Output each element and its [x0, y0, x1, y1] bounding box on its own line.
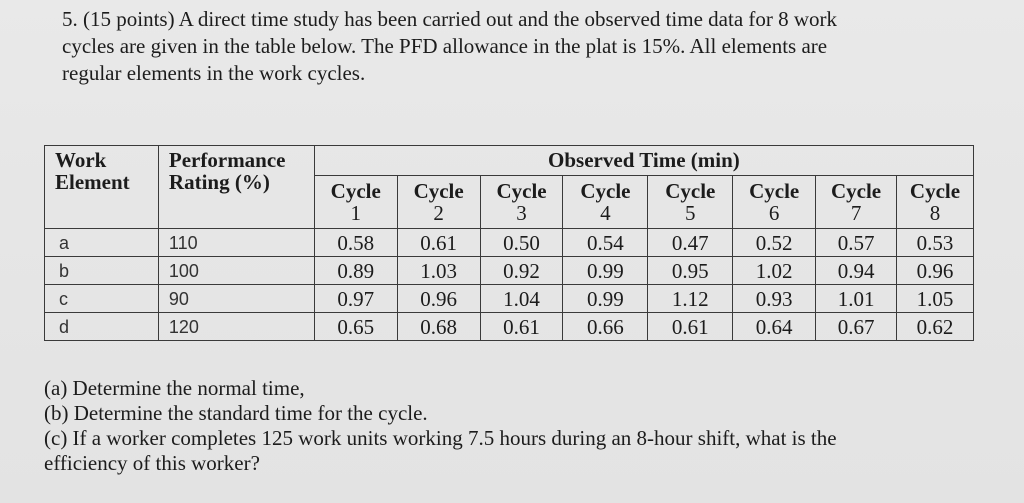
time-value: 1.04	[480, 285, 563, 313]
cycle-header	[733, 176, 816, 229]
time-value: 0.94	[816, 257, 897, 285]
time-value: 0.95	[648, 257, 733, 285]
time-value: 0.66	[563, 313, 648, 341]
time-value: 0.54	[563, 229, 648, 257]
element-label: a	[45, 229, 159, 257]
cycle-number: 4	[600, 201, 611, 225]
rating-value: 110	[158, 229, 314, 257]
cycle-header	[397, 176, 480, 229]
time-value: 0.57	[816, 229, 897, 257]
time-value: 0.93	[733, 285, 816, 313]
time-value: 0.64	[733, 313, 816, 341]
time-value: 0.62	[897, 313, 974, 341]
problem-statement	[62, 6, 962, 87]
question-a: (a) Determine the normal time,	[44, 376, 305, 400]
time-value: 0.68	[397, 313, 480, 341]
time-value: 1.01	[816, 285, 897, 313]
cycle-word: Cycle	[496, 179, 547, 203]
element-label: c	[45, 285, 159, 313]
time-value: 0.96	[897, 257, 974, 285]
cycle-word: Cycle	[413, 179, 464, 203]
time-value: 1.05	[897, 285, 974, 313]
performance-rating-header	[158, 146, 314, 229]
cycle-header	[648, 176, 733, 229]
time-value: 1.12	[648, 285, 733, 313]
cycle-word: Cycle	[749, 179, 800, 203]
work-header-line-2: Element	[55, 170, 130, 194]
time-value: 0.61	[648, 313, 733, 341]
table-header-row	[45, 146, 974, 176]
perf-header-line-1: Performance	[168, 148, 286, 172]
time-value: 0.96	[397, 285, 480, 313]
problem-line-3: regular elements in the work cycles.	[62, 61, 366, 85]
element-label: d	[45, 313, 159, 341]
time-value: 0.61	[480, 313, 563, 341]
time-value: 0.92	[480, 257, 563, 285]
question-c-line-1: (c) If a worker completes 125 work units working 7.5 hours during an 8-hour shift, what is the	[44, 426, 837, 450]
cycle-number: 3	[516, 201, 527, 225]
cycle-number: 6	[768, 201, 780, 225]
cycle-word: Cycle	[580, 179, 631, 203]
time-value: 0.99	[563, 257, 648, 285]
time-value: 0.58	[314, 229, 397, 257]
time-value: 0.89	[314, 257, 397, 285]
time-value: 0.65	[314, 313, 397, 341]
time-study-table	[44, 145, 974, 341]
question-c-line-2: efficiency of this worker?	[44, 451, 260, 475]
time-value: 0.53	[897, 229, 974, 257]
work-element-header	[45, 146, 159, 229]
rating-value: 100	[158, 257, 314, 285]
cycle-word: Cycle	[330, 179, 381, 203]
element-label: b	[45, 257, 159, 285]
table-row	[45, 285, 974, 313]
cycle-number: 8	[929, 201, 941, 225]
problem-line-2: cycles are given in the table below. The PFD allowance in the plat is 15%. All elements are	[62, 34, 828, 58]
cycle-number: 5	[685, 201, 696, 225]
rating-value: 120	[158, 313, 314, 341]
problem-line-1: 5. (15 points) A direct time study has been carried out and the observed time data for 8 work	[62, 7, 838, 31]
cycle-number: 7	[850, 201, 862, 225]
cycle-word: Cycle	[909, 179, 961, 203]
time-value: 0.61	[397, 229, 480, 257]
table-row	[45, 313, 974, 341]
table-row	[45, 229, 974, 257]
time-value: 0.52	[733, 229, 816, 257]
question-b: (b) Determine the standard time for the cycle.	[44, 401, 428, 425]
time-value: 0.67	[816, 313, 897, 341]
time-value: 1.03	[397, 257, 480, 285]
time-value: 0.50	[480, 229, 563, 257]
perf-header-line-2: Rating (%)	[168, 170, 270, 194]
cycle-header	[314, 176, 397, 229]
time-value: 1.02	[733, 257, 816, 285]
cycle-word: Cycle	[830, 179, 882, 203]
observed-time-header: Observed Time (min)	[314, 146, 973, 176]
cycle-header	[897, 176, 974, 229]
work-header-line-1: Work	[55, 148, 107, 172]
time-value: 0.99	[563, 285, 648, 313]
rating-value: 90	[158, 285, 314, 313]
table-row	[45, 257, 974, 285]
cycle-header	[563, 176, 648, 229]
cycle-header	[816, 176, 897, 229]
cycle-header	[480, 176, 563, 229]
cycle-number: 1	[350, 201, 361, 225]
time-value: 0.47	[648, 229, 733, 257]
questions-block	[44, 376, 994, 476]
time-value: 0.97	[314, 285, 397, 313]
cycle-number: 2	[433, 201, 444, 225]
cycle-word: Cycle	[665, 179, 716, 203]
